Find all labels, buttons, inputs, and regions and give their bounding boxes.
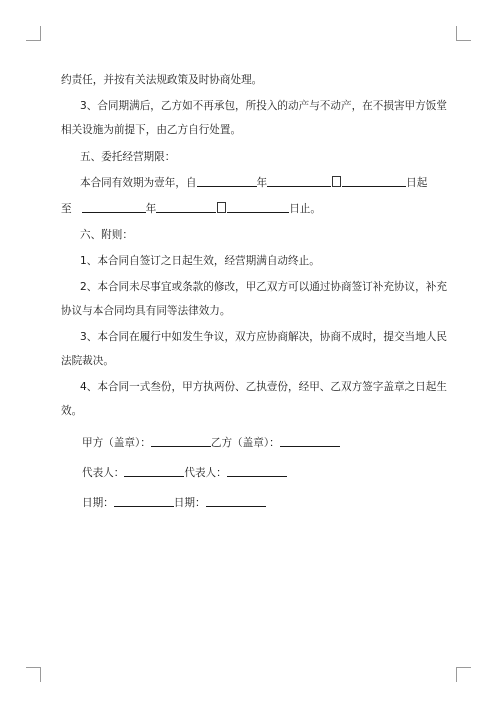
- year-text: 年: [145, 203, 157, 215]
- to-text: 至: [61, 203, 72, 215]
- crop-mark-bottom-left: [26, 667, 41, 682]
- from-day-text: 日起: [406, 177, 428, 189]
- signature-blank: [114, 494, 174, 507]
- signature-blank: [151, 434, 211, 447]
- signature-blank: [280, 434, 340, 447]
- blank-field: [267, 174, 331, 187]
- paragraph-line: 4、本合同一式叁份，甲方执两份、乙执壹份，经甲、乙双方签字盖章之日起生: [80, 381, 447, 393]
- date-a-label: 日期：: [82, 497, 114, 509]
- crop-mark-bottom-right: [456, 667, 471, 682]
- paragraph-line: 3、本合同在履行中如发生争议，双方应协商解决，协商不成时，提交当地人民: [80, 331, 447, 343]
- paragraph-line: 效。: [61, 405, 83, 417]
- rep-a-label: 代表人：: [82, 467, 125, 479]
- party-b-label: 乙方（盖章）：: [210, 437, 280, 449]
- signature-parties: [61, 431, 441, 455]
- paragraph-line: 协议与本合同均具有同等法律效力。: [61, 305, 231, 317]
- signature-blank: [227, 464, 287, 477]
- until-day-text: 日止。: [289, 203, 321, 215]
- section-heading: 六、附则：: [80, 229, 133, 241]
- term-line-end: [61, 197, 441, 221]
- paragraph-line: 2、本合同未尽事宜或条款的修改，甲乙双方可以通过协商签订补充协议，补充: [80, 281, 447, 293]
- rep-b-label: 代表人：: [184, 467, 227, 479]
- signature-representatives: [61, 461, 441, 485]
- term-line-start: [61, 171, 441, 195]
- blank-field: [227, 200, 289, 213]
- document-body: [61, 68, 447, 515]
- crop-mark-top-right: [456, 26, 471, 41]
- blank-field: [156, 200, 216, 213]
- blank-field: [82, 200, 146, 213]
- year-text: 年: [256, 177, 268, 189]
- signature-blank: [124, 464, 184, 477]
- signature-blank: [206, 494, 266, 507]
- term-text: 本合同有效期为壹年，自: [80, 177, 197, 189]
- placeholder-box: [332, 176, 341, 187]
- crop-mark-top-left: [26, 26, 41, 41]
- party-a-label: 甲方（盖章）：: [82, 437, 151, 449]
- date-b-label: 日期：: [173, 497, 206, 509]
- signature-dates: [61, 491, 441, 515]
- paragraph-line: 1、本合同自签订之日起生效，经营期满自动终止。: [80, 255, 320, 267]
- paragraph-line: 相关设施为前提下，由乙方自行处置。: [61, 124, 242, 136]
- paragraph-line: 3、合同期满后，乙方如不再承包，所投入的动产与不动产，在不损害甲方饭堂: [80, 100, 447, 112]
- blank-field: [197, 174, 257, 187]
- paragraph-line: 法院裁决。: [61, 355, 114, 367]
- section-heading: 五、委托经营期限：: [80, 151, 176, 163]
- paragraph-line: 约责任，并按有关法规政策及时协商处理。: [61, 74, 263, 86]
- blank-field: [342, 174, 406, 187]
- placeholder-box: [217, 202, 226, 213]
